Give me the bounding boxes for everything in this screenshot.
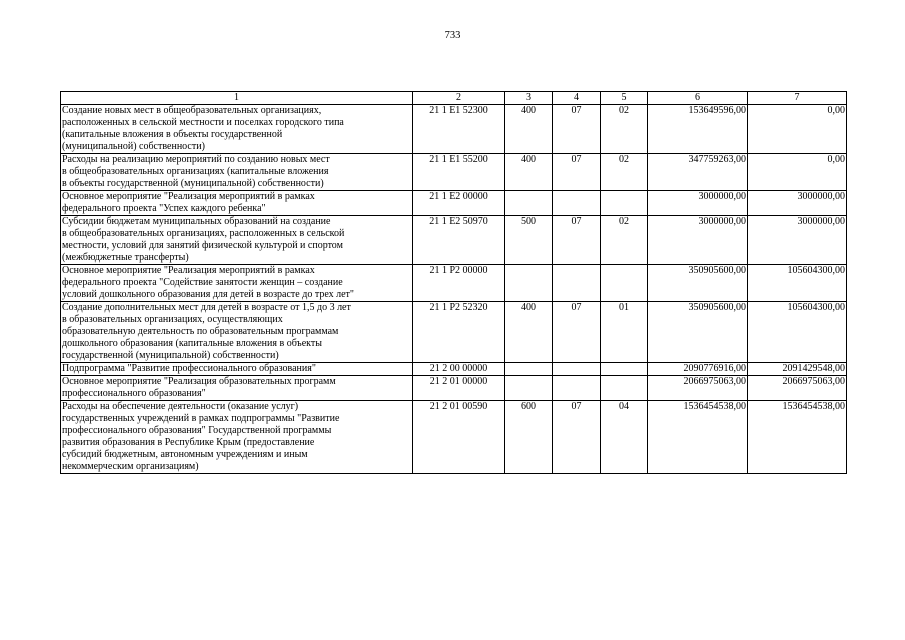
row-name-line: расположенных в сельской местности и поселках городского типа [62, 117, 344, 128]
row-name [61, 401, 413, 474]
row-name [61, 265, 413, 302]
row-code: 21 1 E2 50970 [413, 216, 505, 265]
row-col-4 [553, 265, 601, 302]
row-col-5: 02 [601, 105, 648, 154]
row-code: 21 1 E2 00000 [413, 191, 505, 216]
table-body [61, 105, 847, 474]
row-col-5: 02 [601, 216, 648, 265]
row-code: 21 2 01 00590 [413, 401, 505, 474]
row-name-line: Основное мероприятие "Реализация мероприятий в рамках [62, 191, 315, 202]
header-row [61, 92, 847, 105]
row-value-7: 2066975063,00 [748, 376, 847, 401]
row-value-6: 2066975063,00 [648, 376, 748, 401]
row-name [61, 216, 413, 265]
row-code: 21 1 P2 52320 [413, 302, 505, 363]
row-col-3 [505, 265, 553, 302]
row-name-line: Основное мероприятие "Реализация мероприятий в рамках [62, 265, 315, 276]
row-col-3: 400 [505, 154, 553, 191]
row-name-line: федерального проекта "Успех каждого ребенка" [62, 203, 266, 214]
header-col-5: 5 [601, 92, 648, 105]
row-col-5: 04 [601, 401, 648, 474]
row-col-4: 07 [553, 401, 601, 474]
row-name-line: Расходы на реализацию мероприятий по созданию новых мест [62, 154, 330, 165]
row-name-line: (капитальные вложения в объекты государственной [62, 129, 283, 140]
row-value-7: 3000000,00 [748, 191, 847, 216]
row-col-3 [505, 363, 553, 376]
header-col-2: 2 [413, 92, 505, 105]
row-name-line: условий дошкольного образования для детей в возрасте до трех лет" [62, 289, 355, 300]
row-col-5 [601, 363, 648, 376]
row-col-5 [601, 191, 648, 216]
row-name-line: дошкольного образования (капитальные вложения в объекты [62, 338, 322, 349]
header-col-4: 4 [553, 92, 601, 105]
row-code: 21 1 E1 52300 [413, 105, 505, 154]
row-col-3: 400 [505, 105, 553, 154]
row-col-3: 400 [505, 302, 553, 363]
row-col-5: 01 [601, 302, 648, 363]
row-name [61, 191, 413, 216]
row-name-line: профессионального образования" [62, 388, 206, 399]
row-value-7: 1536454538,00 [748, 401, 847, 474]
table-row [61, 302, 847, 363]
header-col-3: 3 [505, 92, 553, 105]
row-code: 21 2 00 00000 [413, 363, 505, 376]
table-row [61, 265, 847, 302]
row-value-6: 347759263,00 [648, 154, 748, 191]
row-name-line: Подпрограмма "Развитие профессионального образования" [62, 363, 316, 374]
row-name-line: в объекты государственной (муниципальной) собственности) [62, 178, 324, 189]
row-value-6: 350905600,00 [648, 302, 748, 363]
row-col-5 [601, 265, 648, 302]
row-value-6: 350905600,00 [648, 265, 748, 302]
row-name-line: Основное мероприятие "Реализация образовательных программ [62, 376, 336, 387]
row-col-3 [505, 191, 553, 216]
row-name [61, 302, 413, 363]
row-col-4 [553, 191, 601, 216]
row-value-7: 0,00 [748, 154, 847, 191]
row-code: 21 1 E1 55200 [413, 154, 505, 191]
row-value-6: 2090776916,00 [648, 363, 748, 376]
row-name-line: развития образования в Республике Крым (предоставление [62, 437, 315, 448]
row-name-line: некоммерческим организациям) [62, 461, 199, 472]
row-col-5: 02 [601, 154, 648, 191]
row-col-3: 500 [505, 216, 553, 265]
row-col-5 [601, 376, 648, 401]
row-name-line: государственных учреждений в рамках подпрограммы "Развитие [62, 413, 340, 424]
row-value-7: 0,00 [748, 105, 847, 154]
row-code: 21 2 01 00000 [413, 376, 505, 401]
row-name-line: Расходы на обеспечение деятельности (оказание услуг) [62, 401, 299, 412]
row-name-line: образовательную деятельность по образовательным программам [62, 326, 339, 337]
table-row [61, 401, 847, 474]
row-name [61, 154, 413, 191]
table-row [61, 105, 847, 154]
row-name-line: местности, условий для занятий физической культурой и спортом [62, 240, 343, 251]
row-name [61, 376, 413, 401]
table-row [61, 376, 847, 401]
header-col-7: 7 [748, 92, 847, 105]
row-name-line: в общеобразовательных организациях (капитальные вложения [62, 166, 329, 177]
row-col-4: 07 [553, 105, 601, 154]
row-name-line: субсидий бюджетным, автономным учреждениям и иным [62, 449, 308, 460]
header-col-6: 6 [648, 92, 748, 105]
row-col-3: 600 [505, 401, 553, 474]
row-name [61, 105, 413, 154]
table-row [61, 154, 847, 191]
row-value-7: 2091429548,00 [748, 363, 847, 376]
row-col-4: 07 [553, 216, 601, 265]
row-name-line: в образовательных организациях, осуществляющих [62, 314, 283, 325]
row-col-3 [505, 376, 553, 401]
row-name-line: (межбюджетные трансферты) [62, 252, 189, 263]
header-col-1: 1 [61, 92, 413, 105]
row-name-line: профессионального образования" Государственной программы [62, 425, 332, 436]
page-number: 733 [444, 30, 461, 41]
budget-table [60, 91, 847, 474]
row-value-6: 3000000,00 [648, 191, 748, 216]
row-col-4 [553, 376, 601, 401]
row-value-7: 105604300,00 [748, 302, 847, 363]
row-name-line: Создание дополнительных мест для детей в возрасте от 1,5 до 3 лет [62, 302, 351, 313]
table-row [61, 363, 847, 376]
row-col-4: 07 [553, 154, 601, 191]
row-value-6: 153649596,00 [648, 105, 748, 154]
row-col-4: 07 [553, 302, 601, 363]
row-name-line: (муниципальной) собственности) [62, 141, 205, 152]
row-value-7: 3000000,00 [748, 216, 847, 265]
row-name-line: государственной (муниципальной) собственности) [62, 350, 279, 361]
row-value-6: 3000000,00 [648, 216, 748, 265]
row-value-7: 105604300,00 [748, 265, 847, 302]
row-name [61, 363, 413, 376]
table-row [61, 216, 847, 265]
row-code: 21 1 P2 00000 [413, 265, 505, 302]
row-name-line: в общеобразовательных организациях, расположенных в сельской [62, 228, 345, 239]
row-value-6: 1536454538,00 [648, 401, 748, 474]
row-name-line: Создание новых мест в общеобразовательных организациях, [62, 105, 322, 116]
row-name-line: федерального проекта "Содействие занятости женщин – создание [62, 277, 343, 288]
table-row [61, 191, 847, 216]
row-col-4 [553, 363, 601, 376]
row-name-line: Субсидии бюджетам муниципальных образований на создание [62, 216, 331, 227]
